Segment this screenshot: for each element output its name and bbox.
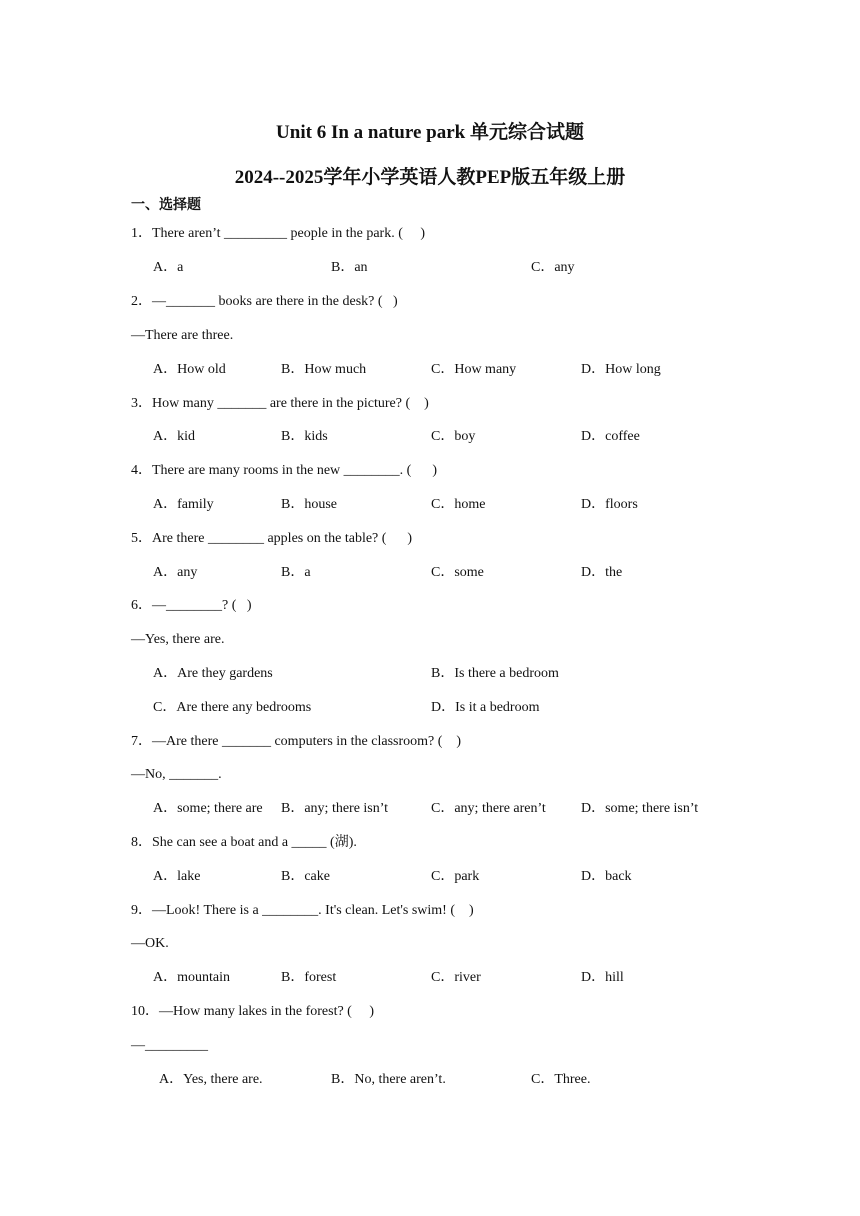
option: B．a <box>281 565 311 580</box>
question-stem: 10．—How many lakes in the forest? ( ) <box>131 1004 374 1019</box>
option: C．How many <box>431 362 517 377</box>
question-stem: 9．—Look! There is a ________. It's clean. Let's swim! ( ) <box>131 903 474 918</box>
question-stem: 4．There are many rooms in the new ________. ( ) <box>131 463 437 478</box>
answer-line: —_________ <box>131 1038 208 1053</box>
answer-line: —Yes, there are. <box>131 632 225 647</box>
option: B．No, there aren’t. <box>331 1072 446 1087</box>
option: A．mountain <box>153 970 230 985</box>
option: B．How much <box>281 362 367 377</box>
option: D．the <box>581 565 623 580</box>
option: C．home <box>431 497 486 512</box>
option: C．any <box>531 260 575 275</box>
option: A．a <box>153 260 184 275</box>
option: B．any; there isn’t <box>281 801 389 816</box>
answer-line: —No, _______. <box>131 767 222 782</box>
question-stem: 2．—_______ books are there in the desk? ( ) <box>131 294 398 309</box>
option: B．Is there a bedroom <box>431 666 559 681</box>
question-stem: 6．—________? ( ) <box>131 598 252 613</box>
option: D．back <box>581 869 632 884</box>
option: D．hill <box>581 970 624 985</box>
option: C．park <box>431 869 480 884</box>
option: A．family <box>153 497 214 512</box>
option: D．coffee <box>581 429 640 444</box>
option: A．How old <box>153 362 226 377</box>
option: D．Is it a bedroom <box>431 700 540 715</box>
option: C．Three. <box>531 1072 591 1087</box>
option: B．an <box>331 260 368 275</box>
option: A．Yes, there are. <box>159 1072 263 1087</box>
answer-line: —There are three. <box>131 328 234 343</box>
option: C．some <box>431 565 484 580</box>
option: C．Are there any bedrooms <box>153 700 312 715</box>
option: D．How long <box>581 362 661 377</box>
question-stem: 7．—Are there _______ computers in the classroom? ( ) <box>131 734 462 749</box>
question-stem: 5．Are there ________ apples on the table? ( ) <box>131 531 413 546</box>
option: A．kid <box>153 429 195 444</box>
option: A．any <box>153 565 198 580</box>
option: C．river <box>431 970 481 985</box>
question-stem: 1．There aren’t _________ people in the park. ( ) <box>131 226 426 241</box>
option: D．floors <box>581 497 638 512</box>
option: B．kids <box>281 429 328 444</box>
page-title: Unit 6 In a nature park 单元综合试题 <box>276 122 584 143</box>
option: A．lake <box>153 869 201 884</box>
option: A．some; there are <box>153 801 263 816</box>
option: D．some; there isn’t <box>581 801 699 816</box>
section-heading: 一、选择题 <box>131 198 201 213</box>
question-stem: 3．How many _______ are there in the picture? ( ) <box>131 396 429 411</box>
option: B．forest <box>281 970 337 985</box>
page-subtitle: 2024--2025学年小学英语人教PEP版五年级上册 <box>234 167 626 188</box>
option: A．Are they gardens <box>153 666 273 681</box>
answer-line: —OK. <box>131 936 169 951</box>
option: B．cake <box>281 869 330 884</box>
option: B．house <box>281 497 337 512</box>
option: C．any; there aren’t <box>431 801 546 816</box>
question-stem: 8．She can see a boat and a _____ (湖). <box>131 835 357 850</box>
option: C．boy <box>431 429 476 444</box>
